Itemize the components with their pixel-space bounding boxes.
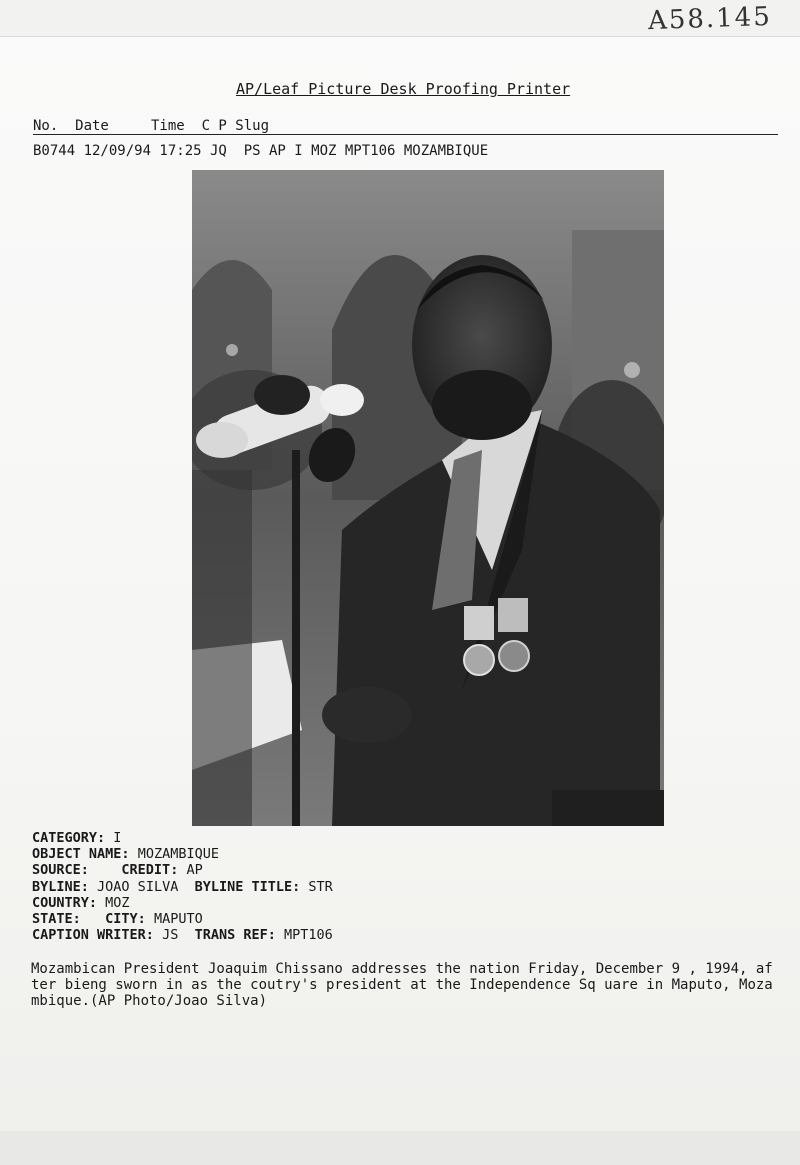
byline-title-label: BYLINE TITLE: bbox=[194, 878, 301, 895]
country-label: COUNTRY: bbox=[32, 894, 98, 911]
object-name-row bbox=[32, 846, 333, 862]
byline-label: BYLINE: bbox=[32, 878, 89, 895]
caption-writer-value: JS bbox=[162, 927, 179, 944]
credit-value: AP bbox=[186, 862, 203, 879]
photo-caption: Mozambican President Joaquim Chissano addresses the nation Friday, December 9 , 1994, after bieng sworn in as the coutry's president at the Independence Sq uare in Maputo, Mozambique.(AP Photo/Joao Silva) bbox=[31, 961, 773, 1009]
city-value: MAPUTO bbox=[153, 911, 203, 928]
city-label: CITY: bbox=[105, 911, 146, 928]
archive-handwritten-mark: A58.145 bbox=[647, 1, 773, 37]
byline-title-value: STR bbox=[308, 878, 333, 895]
source-label: SOURCE: bbox=[32, 862, 89, 879]
slug-line: B0744 12/09/94 17:25 JQ PS AP I MOZ MPT106 MOZAMBIQUE bbox=[33, 143, 489, 159]
metadata-block bbox=[32, 830, 333, 943]
category-label: CATEGORY: bbox=[32, 830, 106, 846]
byline-value: JOAO SILVA bbox=[97, 878, 179, 895]
credit-label: CREDIT: bbox=[121, 862, 179, 879]
proof-title: AP/Leaf Picture Desk Proofing Printer bbox=[236, 80, 571, 98]
press-photo-illustration bbox=[192, 170, 664, 826]
source-credit-row bbox=[32, 862, 333, 878]
caption-writer-label: CAPTION WRITER: bbox=[32, 927, 154, 944]
country-row bbox=[32, 895, 333, 911]
country-value: MOZ bbox=[105, 894, 130, 911]
object-name-label: OBJECT NAME: bbox=[32, 846, 130, 863]
trans-ref-value: MPT106 bbox=[284, 927, 333, 944]
state-city-row bbox=[32, 911, 333, 927]
category-value: I bbox=[113, 830, 122, 846]
caption-writer-row bbox=[32, 927, 333, 943]
byline-row bbox=[32, 879, 333, 895]
state-label: STATE: bbox=[32, 911, 81, 928]
column-header-row: No. Date Time C P Slug bbox=[33, 118, 778, 135]
bottom-scan-strip bbox=[0, 1131, 800, 1165]
category-row bbox=[32, 830, 333, 846]
object-name-value: MOZAMBIQUE bbox=[137, 846, 219, 863]
trans-ref-label: TRANS REF: bbox=[194, 927, 276, 944]
press-photo bbox=[192, 170, 664, 826]
